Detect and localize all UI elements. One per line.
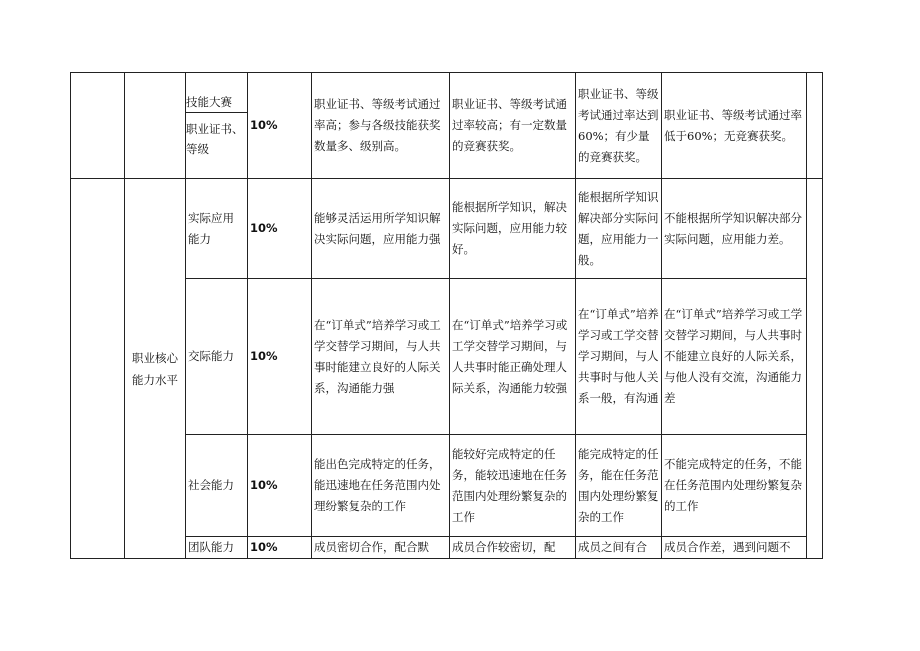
- item-cell: 实际应用能力: [186, 179, 248, 279]
- criteria-fail: 不能完成特定的任务，不能在任务范围内处理纷繁复杂的工作: [662, 435, 807, 537]
- criteria-good: 职业证书、等级考试通过率较高；有一定数量的竞赛获奖。: [450, 73, 576, 179]
- weight-cell: 10%: [248, 73, 312, 179]
- criteria-excellent: 职业证书、等级考试通过率高；参与各级技能获奖数量多、级别高。: [312, 73, 450, 179]
- category-cell: 职业核心能力水平: [125, 179, 186, 559]
- blank-cell: [807, 179, 823, 559]
- criteria-fail: 成员合作差，遇到问题不: [662, 537, 807, 559]
- criteria-fail: 在“订单式”培养学习或工学交替学习期间，与人共事时不能建立良好的人际关系，与他人没有交流，沟通能力差: [662, 279, 807, 435]
- criteria-good: 能较好完成特定的任务，能较迅速地在任务范围内处理纷繁复杂的工作: [450, 435, 576, 537]
- criteria-excellent: 能出色完成特定的任务，能迅速地在任务范围内处理纷繁复杂的工作: [312, 435, 450, 537]
- criteria-excellent: 在“订单式”培养学习或工学交替学习期间，与人共事时能建立良好的人际关系，沟通能力强: [312, 279, 450, 435]
- blank-cell: [807, 73, 823, 179]
- item-cell: 社会能力: [186, 435, 248, 537]
- criteria-fail: 不能根据所学知识解决部分实际问题，应用能力差。: [662, 179, 807, 279]
- item-cell: 团队能力: [186, 537, 248, 559]
- item-label: 技能大赛: [186, 93, 247, 113]
- weight-cell: 10%: [248, 537, 312, 559]
- table-row: [71, 73, 823, 179]
- table-row: [71, 179, 823, 279]
- criteria-good: 在“订单式”培养学习或工学交替学习期间，与人共事时能正确处理人际关系，沟通能力较强: [450, 279, 576, 435]
- criteria-pass: 能根据所学知识解决部分实际问题，应用能力一般。: [576, 179, 662, 279]
- weight-cell: 10%: [248, 435, 312, 537]
- blank-cell: [71, 73, 125, 179]
- criteria-pass: 职业证书、等级考试通过率达到60%；有少量的竞赛获奖。: [576, 73, 662, 179]
- weight-cell: 10%: [248, 179, 312, 279]
- criteria-excellent: 成员密切合作，配合默: [312, 537, 450, 559]
- criteria-good: 能根据所学知识，解决实际问题，应用能力较好。: [450, 179, 576, 279]
- criteria-pass: 能完成特定的任务，能在任务范围内处理纷繁复杂的工作: [576, 435, 662, 537]
- item-cell: [186, 73, 248, 179]
- criteria-fail: 职业证书、等级考试通过率低于60%；无竞赛获奖。: [662, 73, 807, 179]
- criteria-excellent: 能够灵活运用所学知识解决实际问题，应用能力强: [312, 179, 450, 279]
- criteria-pass: 成员之间有合: [576, 537, 662, 559]
- item-cell: 交际能力: [186, 279, 248, 435]
- weight-cell: 10%: [248, 279, 312, 435]
- criteria-good: 成员合作较密切，配: [450, 537, 576, 559]
- evaluation-table: [70, 72, 823, 559]
- blank-cell: [71, 179, 125, 559]
- blank-cell: [125, 73, 186, 179]
- criteria-pass: 在“订单式”培养学习或工学交替学习期间，与人共事时与他人关系一般，有沟通: [576, 279, 662, 435]
- item-label: 职业证书、等级: [186, 121, 244, 156]
